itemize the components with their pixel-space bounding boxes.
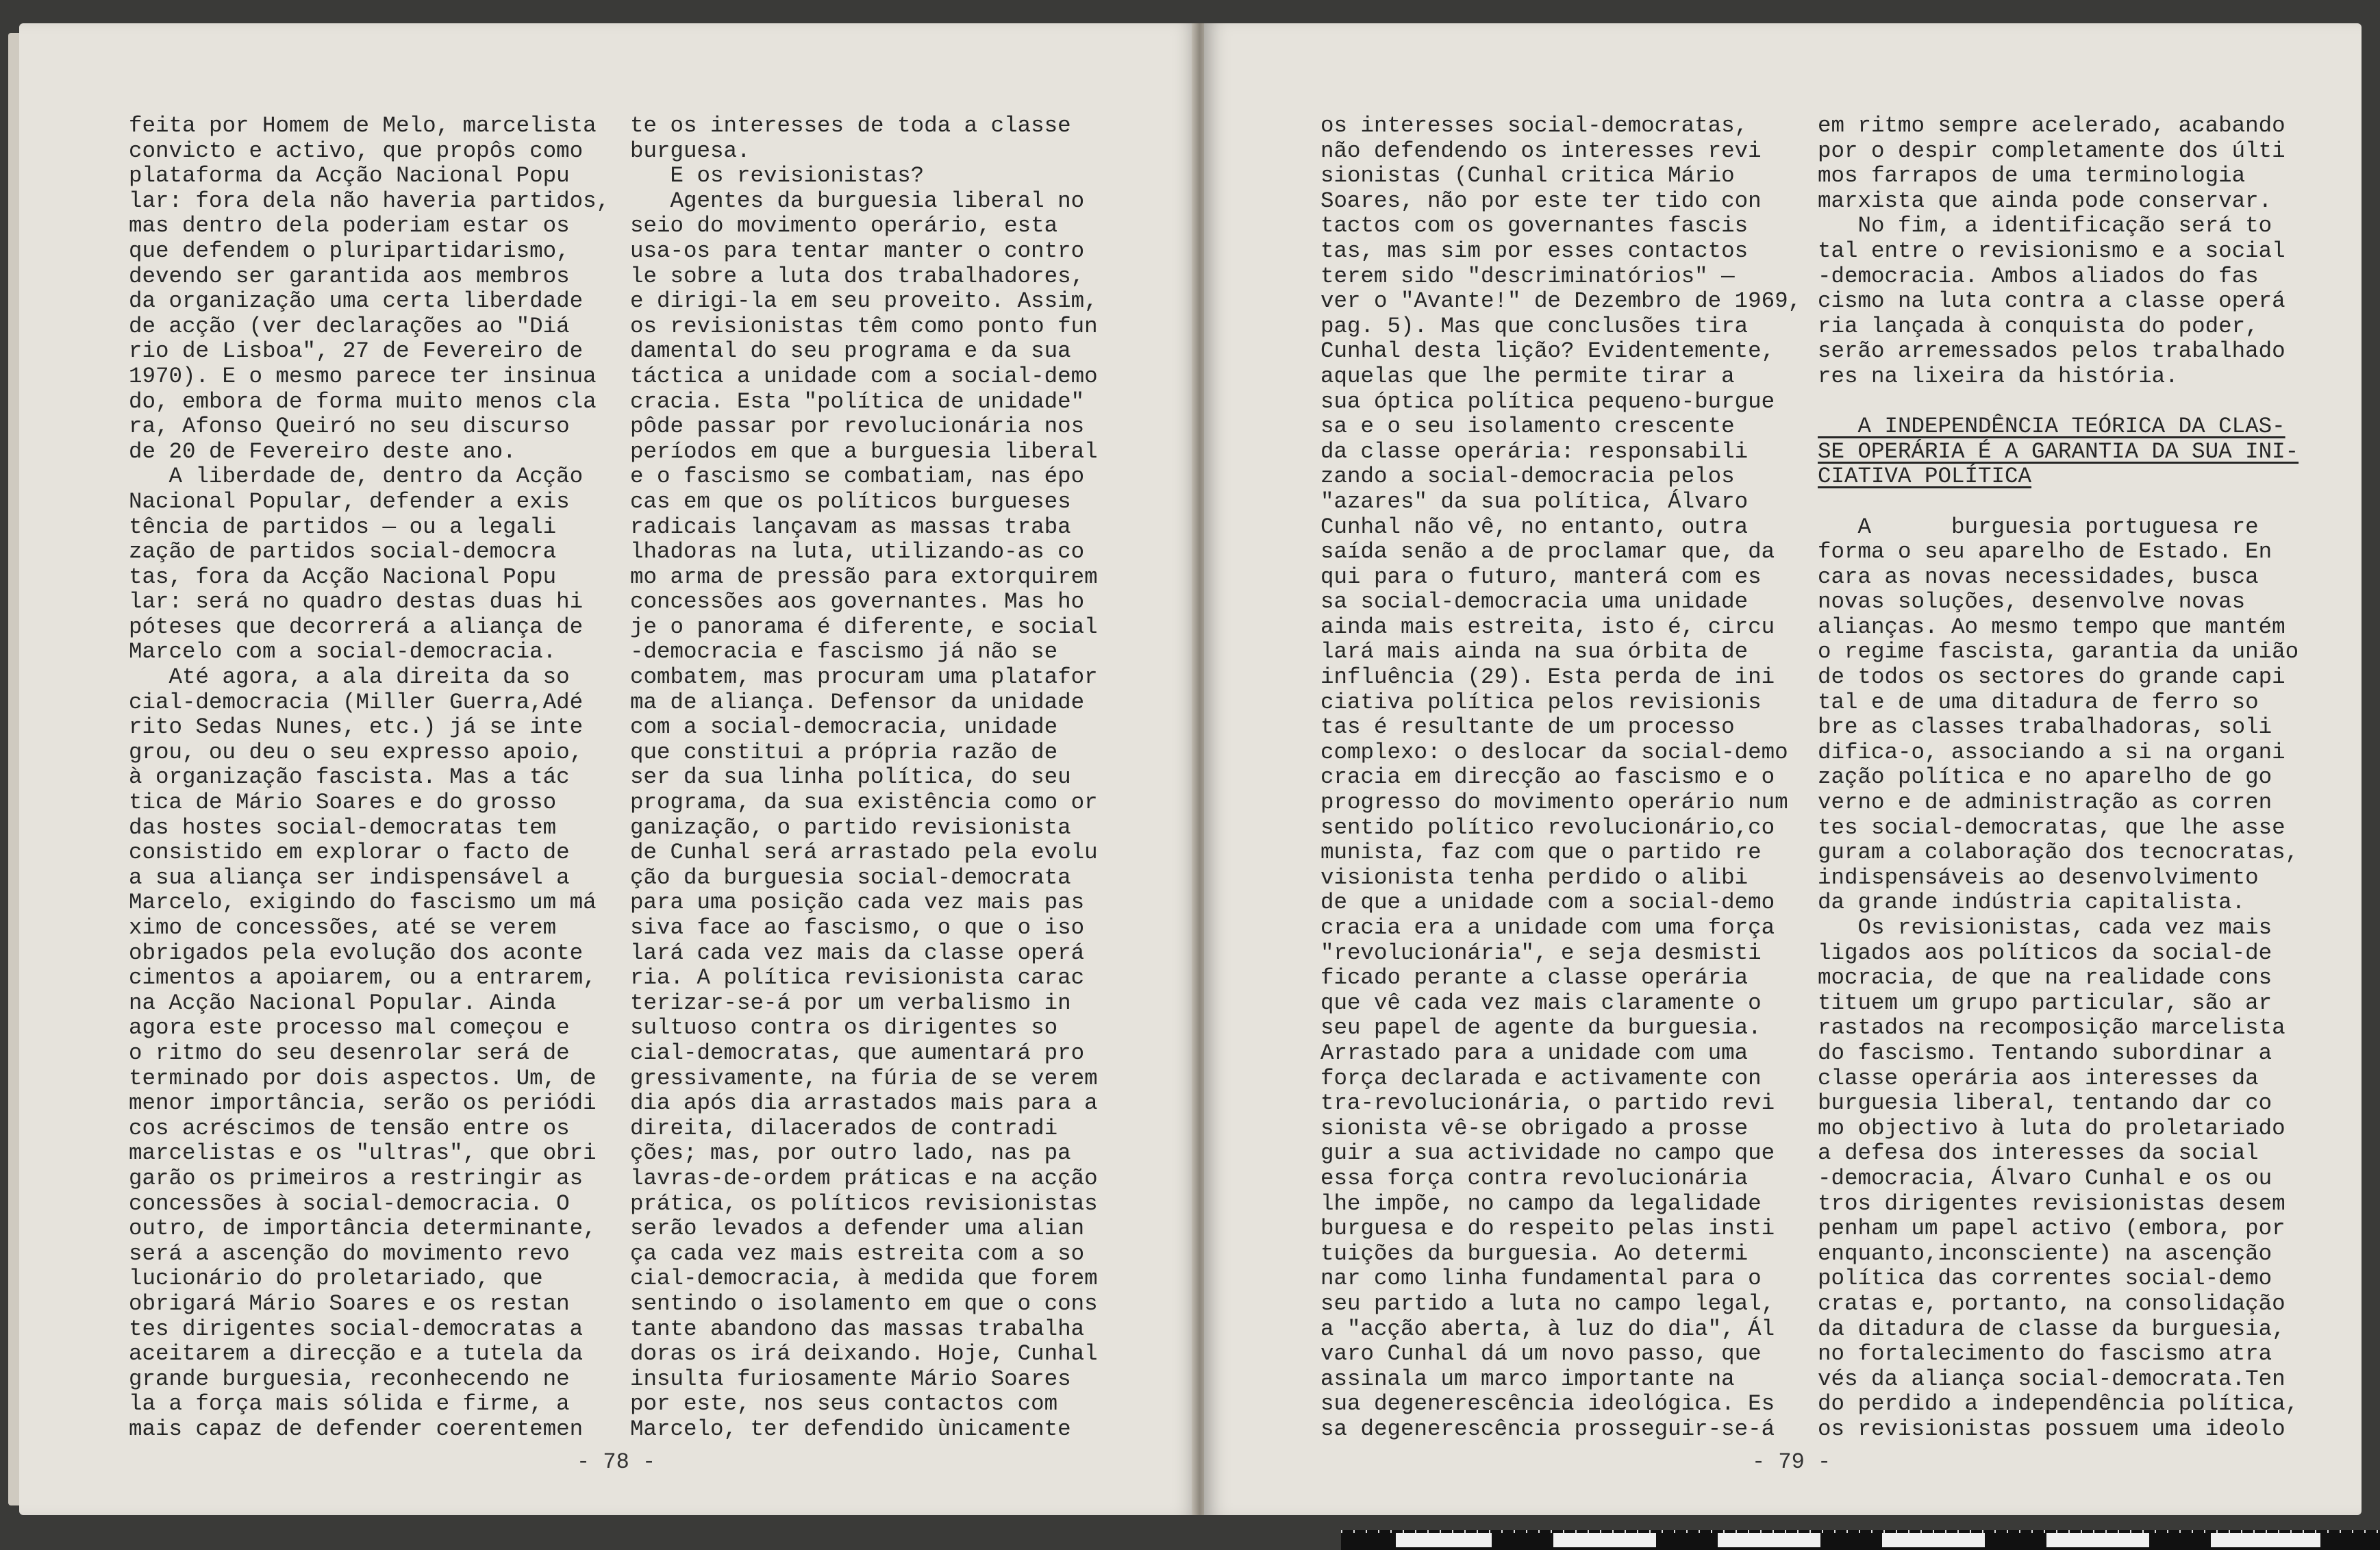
- text-line: e o fascismo se combatiam, nas épo: [630, 464, 1085, 490]
- text-line: rastados na recomposição marcelista: [1818, 1015, 2285, 1041]
- text-line: assinala um marco importante na: [1320, 1366, 1735, 1392]
- text-line: lucionário do proletariado, que: [129, 1266, 543, 1292]
- text-line: vés da aliança social-democrata.Ten: [1818, 1366, 2285, 1392]
- text-line: períodos em que a burguesia liberal: [630, 438, 1098, 464]
- text-line: alianças. Ao mesmo tempo que mantém: [1818, 614, 2285, 640]
- text-line: ções; mas, por outro lado, nas pa: [630, 1140, 1071, 1166]
- text-line: ma de aliança. Defensor da unidade: [630, 689, 1085, 715]
- text-line: do fascismo. Tentando subordinar a: [1818, 1040, 2272, 1066]
- text-line: tante abandono das massas trabalha: [630, 1316, 1085, 1342]
- text-line: classe operária aos interesses da: [1818, 1065, 2259, 1091]
- text-line: cial-democracia, à medida que forem: [630, 1266, 1098, 1292]
- text-line: forma o seu aparelho de Estado. En: [1818, 539, 2272, 565]
- text-line: na Acção Nacional Popular. Ainda: [129, 990, 557, 1016]
- text-line: munista, faz com que o partido re: [1320, 840, 1762, 866]
- text-line: concessões aos governantes. Mas ho: [630, 589, 1085, 615]
- text-line: complexo: o deslocar da social-demo: [1320, 739, 1788, 765]
- ruler-segment: [1396, 1533, 1492, 1547]
- text-line: tência de partidos — ou a legali: [129, 514, 557, 540]
- text-line: cismo na luta contra a classe operá: [1818, 288, 2285, 314]
- text-line: ça cada vez mais estreita com a so: [630, 1240, 1085, 1266]
- text-line: Cunhal desta lição? Evidentemente,: [1320, 338, 1775, 364]
- open-booklet: [19, 23, 2362, 1515]
- text-line: seu partido a luta no campo legal,: [1320, 1290, 1775, 1316]
- text-line: força declarada e activamente con: [1320, 1065, 1762, 1091]
- text-line: pôde passar por revolucionária nos: [630, 414, 1085, 440]
- text-line: Cunhal não vê, no entanto, outra: [1320, 514, 1749, 540]
- text-line: garão os primeiros a restringir as: [129, 1165, 584, 1191]
- text-line: sionistas (Cunhal critica Mário: [1320, 163, 1735, 189]
- text-line: rito Sedas Nunes, etc.) já se inte: [129, 714, 584, 740]
- ruler-segment: [1718, 1533, 1820, 1547]
- text-line: ver o "Avante!" de Dezembro de 1969,: [1320, 288, 1802, 314]
- text-line: qui para o futuro, manterá com es: [1320, 564, 1762, 590]
- text-line: obrigados pela evolução dos aconte: [129, 940, 584, 966]
- text-line: do, embora de forma muito menos cla: [129, 388, 597, 414]
- text-line: sultuoso contra os dirigentes so: [630, 1015, 1058, 1041]
- text-line: cracia era a unidade com uma força: [1320, 915, 1775, 940]
- text-line: lhadoras na luta, utilizando-as co: [630, 539, 1085, 565]
- text-line: lar: será no quadro destas duas hi: [129, 589, 584, 615]
- text-line: aceitarem a direcção e a tutela da: [129, 1341, 584, 1367]
- text-line: ficado perante a classe operária: [1320, 965, 1749, 991]
- text-line: programa, da sua existência como or: [630, 790, 1098, 816]
- text-line: tituem um grupo particular, são ar: [1818, 990, 2272, 1016]
- scale-ruler: [1341, 1530, 2380, 1550]
- text-line: dia após dia arrastados mais para a: [630, 1090, 1098, 1116]
- spacer-line: [1818, 490, 2298, 515]
- text-line: obrigará Mário Soares e os restan: [129, 1290, 570, 1316]
- text-line: Agentes da burguesia liberal no: [630, 188, 1085, 214]
- text-line: Marcelo com a social-democracia.: [129, 639, 557, 665]
- text-line: cial-democracia (Miller Guerra,Adé: [129, 689, 584, 715]
- text-line: nar como linha fundamental para o: [1320, 1266, 1762, 1292]
- text-line: A liberdade de, dentro da Acção: [129, 464, 584, 490]
- text-line: doras os irá deixando. Hoje, Cunhal: [630, 1341, 1098, 1367]
- text-line: ligados aos políticos da social-de: [1818, 940, 2272, 966]
- text-line: com a social-democracia, unidade: [630, 714, 1058, 740]
- text-line: Nacional Popular, defender a exis: [129, 488, 570, 514]
- text-line: No fim, a identificação será to: [1818, 213, 2272, 239]
- text-line: em ritmo sempre acelerado, acabando: [1818, 113, 2285, 138]
- left-page: [19, 23, 1197, 1515]
- text-line: CIATIVA POLÍTICA: [1818, 464, 2032, 490]
- text-line: burguesia liberal, tentando dar co: [1818, 1090, 2272, 1116]
- text-line: E os revisionistas?: [630, 163, 925, 189]
- text-line: terem sido "descriminatórios" —: [1320, 263, 1735, 289]
- text-line: usa-os para tentar manter o contro: [630, 238, 1085, 264]
- section-heading: [1818, 414, 2298, 490]
- text-line: guram a colaboração dos tecnocratas,: [1818, 840, 2299, 866]
- text-line: tas, fora da Acção Nacional Popu: [129, 564, 557, 590]
- text-line: para uma posição cada vez mais pas: [630, 890, 1085, 916]
- page-number-78: - 78 -: [577, 1449, 656, 1475]
- text-line: das hostes social-democratas tem: [129, 814, 557, 840]
- text-line: serão levados a defender uma alian: [630, 1216, 1085, 1242]
- ruler-segment: [1553, 1533, 1656, 1547]
- text-line: ximo de concessões, até se verem: [129, 915, 557, 940]
- text-line: tes dirigentes social-democratas a: [129, 1316, 584, 1342]
- text-line: prática, os políticos revisionistas: [630, 1190, 1098, 1216]
- text-line: tas, mas sim por esses contactos: [1320, 238, 1749, 264]
- text-line: feita por Homem de Melo, marcelista: [129, 113, 597, 138]
- text-line: táctica a unidade com a social-demo: [630, 363, 1098, 389]
- text-line: concessões à social-democracia. O: [129, 1190, 570, 1216]
- text-line: tica de Mário Soares e do grosso: [129, 790, 557, 816]
- text-line: sua degenerescência ideológica. Es: [1320, 1391, 1775, 1417]
- text-line: Marcelo, exigindo do fascismo um má: [129, 890, 597, 916]
- text-line: varo Cunhal dá um novo passo, que: [1320, 1341, 1762, 1367]
- text-line: terizar-se-á por um verbalismo in: [630, 990, 1071, 1016]
- text-line: ser da sua linha política, do seu: [630, 764, 1071, 790]
- left-page-column-1: [129, 114, 610, 1442]
- text-line: sionista vê-se obrigado a prosse: [1320, 1115, 1749, 1141]
- text-line: a "acção aberta, à luz do dia", Ál: [1320, 1316, 1775, 1342]
- text-line: consistido em explorar o facto de: [129, 840, 570, 866]
- text-line: Até agora, a ala direita da so: [129, 664, 570, 690]
- text-line: -democracia. Ambos aliados do fas: [1818, 263, 2259, 289]
- text-line: direita, dilacerados de contradi: [630, 1115, 1058, 1141]
- text-line: sentido político revolucionário,co: [1320, 814, 1775, 840]
- text-line: não defendendo os interesses revi: [1320, 138, 1762, 164]
- text-line: saída senão a de proclamar que, da: [1320, 539, 1775, 565]
- text-line: tal e de uma ditadura de ferro so: [1818, 689, 2259, 715]
- text-line: "revolucionária", e seja desmisti: [1320, 940, 1762, 966]
- text-line: cratas e, portanto, na consolidação: [1818, 1290, 2285, 1316]
- text-line: tal entre o revisionismo e a social: [1818, 238, 2285, 264]
- text-line: os revisionistas possuem uma ideolo: [1818, 1416, 2285, 1442]
- text-line: mos farrapos de uma terminologia: [1818, 163, 2246, 189]
- page-number-79: - 79 -: [1752, 1449, 1831, 1475]
- text-line: difica-o, associando a si na organi: [1818, 739, 2285, 765]
- text-line: SE OPERÁRIA É A GARANTIA DA SUA INI-: [1818, 438, 2299, 464]
- text-line: à organização fascista. Mas a tác: [129, 764, 570, 790]
- text-line: tuições da burguesia. Ao determi: [1320, 1240, 1749, 1266]
- text-line: serão arremessados pelos trabalhado: [1818, 338, 2285, 364]
- text-line: política das correntes social-demo: [1818, 1266, 2272, 1292]
- text-line: marxista que ainda pode conservar.: [1818, 188, 2272, 214]
- text-line: lará cada vez mais da classe operá: [630, 940, 1085, 966]
- text-line: mas dentro dela poderiam estar os: [129, 213, 570, 239]
- text-line: convicto e activo, que propôs como: [129, 138, 584, 164]
- text-line: visionista tenha perdido o alibi: [1320, 864, 1749, 890]
- text-line: combatem, mas procuram uma platafor: [630, 664, 1098, 690]
- text-line: de acção (ver declarações ao "Diá: [129, 313, 570, 339]
- text-line: seu papel de agente da burguesia.: [1320, 1015, 1762, 1041]
- text-line: ra, Afonso Queiró no seu discurso: [129, 414, 570, 440]
- text-line: guir a sua actividade no campo que: [1320, 1140, 1775, 1166]
- text-line: grande burguesia, reconhecendo ne: [129, 1366, 570, 1392]
- text-line: grou, ou deu o seu expresso apoio,: [129, 739, 584, 765]
- text-line: tactos com os governantes fascis: [1320, 213, 1749, 239]
- text-line: sa social-democracia uma unidade: [1320, 589, 1749, 615]
- text-line: plataforma da Acção Nacional Popu: [129, 163, 570, 189]
- text-line: cial-democratas, que aumentará pro: [630, 1040, 1085, 1066]
- text-line: lhe impõe, no campo da legalidade: [1320, 1190, 1762, 1216]
- text-line: tra-revolucionária, o partido revi: [1320, 1090, 1775, 1116]
- text-line: cara as novas necessidades, busca: [1818, 564, 2259, 590]
- text-line: marcelistas e os "ultras", que obri: [129, 1140, 597, 1166]
- text-line: pag. 5). Mas que conclusões tira: [1320, 313, 1749, 339]
- spacer-line: [1818, 390, 2298, 415]
- text-line: Arrastado para a unidade com uma: [1320, 1040, 1749, 1066]
- text-line: 1970). E o mesmo parece ter insinua: [129, 363, 597, 389]
- text-line: da classe operária: responsabili: [1320, 438, 1749, 464]
- text-line: zação política e no aparelho de go: [1818, 764, 2272, 790]
- section-body-text: [1818, 515, 2298, 1442]
- text-line: Marcelo, ter defendido ùnicamente: [630, 1416, 1071, 1442]
- text-line: do perdido a independência política,: [1818, 1391, 2299, 1417]
- text-line: os revisionistas têm como ponto fun: [630, 313, 1098, 339]
- text-line: a defesa dos interesses da social: [1818, 1140, 2259, 1166]
- text-line: ria. A política revisionista carac: [630, 965, 1085, 991]
- text-line: cracia. Esta "política de unidade": [630, 388, 1085, 414]
- text-line: da grande indústria capitalista.: [1818, 890, 2246, 916]
- text-line: os interesses social-democratas,: [1320, 113, 1749, 138]
- text-line: ganização, o partido revisionista: [630, 814, 1071, 840]
- ruler-segment: [2211, 1533, 2320, 1547]
- column-2-opening-text: [1818, 114, 2298, 390]
- text-line: que vê cada vez mais claramente o: [1320, 990, 1762, 1016]
- text-line: que constitui a própria razão de: [630, 739, 1058, 765]
- text-line: res na lixeira da história.: [1818, 363, 2179, 389]
- text-line: gressivamente, na fúria de se verem: [630, 1065, 1098, 1091]
- text-line: zando a social-democracia pelos: [1320, 464, 1735, 490]
- text-line: mais capaz de defender coerentemen: [129, 1416, 584, 1442]
- text-line: seio do movimento operário, esta: [630, 213, 1058, 239]
- text-line: A burguesia portuguesa re: [1818, 514, 2259, 540]
- text-line: de Cunhal será arrastado pela evolu: [630, 840, 1098, 866]
- text-line: burguesa.: [630, 138, 751, 164]
- text-line: terminado por dois aspectos. Um, de: [129, 1065, 597, 1091]
- text-line: ção da burguesia social-democrata: [630, 864, 1071, 890]
- text-line: zação de partidos social-democra: [129, 539, 557, 565]
- text-line: ciativa política pelos revisionis: [1320, 689, 1762, 715]
- text-line: cas em que os políticos burgueses: [630, 488, 1071, 514]
- text-line: agora este processo mal começou e: [129, 1015, 570, 1041]
- right-page-column-1: [1320, 114, 1801, 1442]
- text-line: sa e o seu isolamento crescente: [1320, 414, 1735, 440]
- text-line: o ritmo do seu desenrolar será de: [129, 1040, 570, 1066]
- text-line: de todos os sectores do grande capi: [1818, 664, 2285, 690]
- text-line: da ditadura de classe da burguesia,: [1818, 1316, 2285, 1342]
- text-line: tas é resultante de um processo: [1320, 714, 1735, 740]
- ruler-segment: [1882, 1533, 1985, 1547]
- text-line: menor importância, serão os periódi: [129, 1090, 597, 1116]
- text-line: enquanto,inconsciente) na ascenção: [1818, 1240, 2272, 1266]
- text-line: da organização uma certa liberdade: [129, 288, 584, 314]
- text-line: aquelas que lhe permite tirar a: [1320, 363, 1735, 389]
- right-page: [1204, 23, 2362, 1515]
- text-line: cos acréscimos de tensão entre os: [129, 1115, 570, 1141]
- text-line: rio de Lisboa", 27 de Fevereiro de: [129, 338, 584, 364]
- text-line: devendo ser garantida aos membros: [129, 263, 570, 289]
- text-line: sentindo o isolamento em que o cons: [630, 1290, 1098, 1316]
- text-line: o regime fascista, garantia da união: [1818, 639, 2299, 665]
- text-line: ainda mais estreita, isto é, circu: [1320, 614, 1775, 640]
- text-line: lará mais ainda na sua órbita de: [1320, 639, 1749, 665]
- text-line: ria lançada à conquista do poder,: [1818, 313, 2259, 339]
- text-line: A INDEPENDÊNCIA TEÓRICA DA CLAS-: [1818, 414, 2285, 440]
- text-line: verno e de administração as corren: [1818, 790, 2272, 816]
- text-line: progresso do movimento operário num: [1320, 790, 1788, 816]
- text-line: penham um papel activo (embora, por: [1818, 1216, 2285, 1242]
- text-line: por o despir completamente dos últi: [1818, 138, 2285, 164]
- text-line: de que a unidade com a social-demo: [1320, 890, 1775, 916]
- text-line: -democracia e fascismo já não se: [630, 639, 1058, 665]
- text-line: siva face ao fascismo, o que o iso: [630, 915, 1085, 940]
- text-line: novas soluções, desenvolve novas: [1818, 589, 2246, 615]
- text-line: a sua aliança ser indispensável a: [129, 864, 570, 890]
- text-line: por este, nos seus contactos com: [630, 1391, 1058, 1417]
- left-page-column-2: [630, 114, 1098, 1442]
- text-line: damental do seu programa e da sua: [630, 338, 1071, 364]
- text-line: tes social-democratas, que lhe asse: [1818, 814, 2285, 840]
- text-line: sua óptica política pequeno-burgue: [1320, 388, 1775, 414]
- text-line: influência (29). Esta perda de ini: [1320, 664, 1775, 690]
- text-line: la a força mais sólida e firme, a: [129, 1391, 570, 1417]
- text-line: de 20 de Fevereiro deste ano.: [129, 438, 516, 464]
- text-line: lavras-de-ordem práticas e na acção: [630, 1165, 1098, 1191]
- text-line: mo arma de pressão para extorquirem: [630, 564, 1098, 590]
- text-line: que defendem o pluripartidarismo,: [129, 238, 570, 264]
- text-line: sa degenerescência prosseguir-se-á: [1320, 1416, 1775, 1442]
- text-line: burguesa e do respeito pelas insti: [1320, 1216, 1775, 1242]
- text-line: póteses que decorrerá a aliança de: [129, 614, 584, 640]
- text-line: "azares" da sua política, Álvaro: [1320, 488, 1749, 514]
- text-line: essa força contra revolucionária: [1320, 1165, 1749, 1191]
- text-line: será a ascenção do movimento revo: [129, 1240, 570, 1266]
- text-line: outro, de importância determinante,: [129, 1216, 597, 1242]
- text-line: mocracia, de que na realidade cons: [1818, 965, 2272, 991]
- text-line: e dirigi-la em seu proveito. Assim,: [630, 288, 1098, 314]
- text-line: lar: fora dela não haveria partidos,: [129, 188, 610, 214]
- text-line: Soares, não por este ter tido con: [1320, 188, 1762, 214]
- text-line: mo objectivo à luta do proletariado: [1818, 1115, 2285, 1141]
- text-line: Os revisionistas, cada vez mais: [1818, 915, 2272, 940]
- text-line: tros dirigentes revisionistas desem: [1818, 1190, 2285, 1216]
- text-line: le sobre a luta dos trabalhadores,: [630, 263, 1085, 289]
- text-line: radicais lançavam as massas traba: [630, 514, 1071, 540]
- text-line: indispensáveis ao desenvolvimento: [1818, 864, 2259, 890]
- text-line: -democracia, Álvaro Cunhal e os ou: [1818, 1165, 2272, 1191]
- text-line: cracia em direcção ao fascismo e o: [1320, 764, 1775, 790]
- text-line: cimentos a apoiarem, ou a entrarem,: [129, 965, 597, 991]
- ruler-segment: [2046, 1533, 2149, 1547]
- text-line: bre as classes trabalhadoras, soli: [1818, 714, 2272, 740]
- text-line: insulta furiosamente Mário Soares: [630, 1366, 1071, 1392]
- text-line: no fortalecimento do fascismo atra: [1818, 1341, 2272, 1367]
- text-line: te os interesses de toda a classe: [630, 113, 1071, 138]
- text-line: je o panorama é diferente, e social: [630, 614, 1098, 640]
- right-page-column-2: [1818, 114, 2298, 1442]
